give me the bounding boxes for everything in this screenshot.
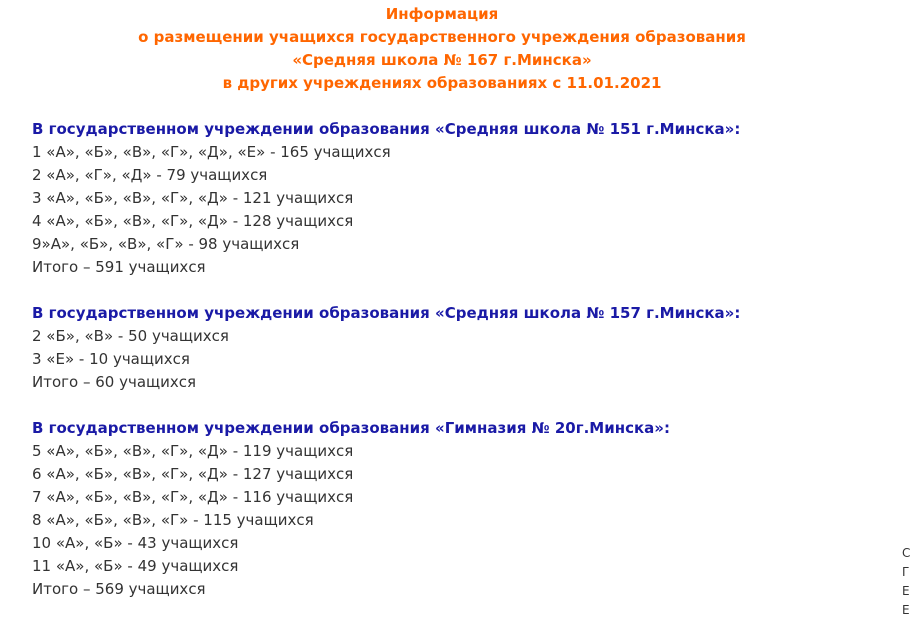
list-item: 7 «А», «Б», «В», «Г», «Д» - 116 учащихся	[32, 488, 354, 506]
total-line: Итого – 591 учащихся	[32, 258, 206, 276]
info-heading	[0, 3, 884, 95]
total-line: Итого – 60 учащихся	[32, 373, 197, 391]
list-item: 3 «Е» - 10 учащихся	[32, 350, 190, 368]
section-school-151	[32, 118, 882, 279]
edge-glyph: Е	[902, 603, 910, 617]
section-title: В государственном учреждении образования «Средняя школа № 151 г.Минска»:	[32, 120, 741, 138]
edge-glyph: Е	[902, 584, 910, 598]
edge-glyph: Г	[902, 565, 910, 579]
list-item: 9»А», «Б», «В», «Г» - 98 учащихся	[32, 235, 300, 253]
total-line: Итого – 569 учащихся	[32, 580, 206, 598]
heading-line-school: «Средняя школа № 167 г.Минска»	[292, 51, 592, 69]
heading-line-subject: о размещении учащихся государственного учреждения образования	[138, 28, 746, 46]
heading-line-date: в других учреждениях образованиях с 11.01.2021	[222, 74, 662, 92]
edge-glyph: С	[902, 546, 910, 560]
list-item: 3 «А», «Б», «В», «Г», «Д» - 121 учащихся	[32, 189, 354, 207]
section-title: В государственном учреждении образования «Средняя школа № 157 г.Минска»:	[32, 304, 741, 322]
list-item: 4 «А», «Б», «В», «Г», «Д» - 128 учащихся	[32, 212, 354, 230]
list-item: 5 «А», «Б», «В», «Г», «Д» - 119 учащихся	[32, 442, 354, 460]
list-item: 2 «А», «Г», «Д» - 79 учащихся	[32, 166, 268, 184]
list-item: 8 «А», «Б», «В», «Г» - 115 учащихся	[32, 511, 314, 529]
list-item: 6 «А», «Б», «В», «Г», «Д» - 127 учащихся	[32, 465, 354, 483]
section-gymnasium-20	[32, 417, 882, 601]
list-item: 1 «А», «Б», «В», «Г», «Д», «Е» - 165 учащихся	[32, 143, 391, 161]
list-item: 11 «А», «Б» - 49 учащихся	[32, 557, 239, 575]
section-title: В государственном учреждении образования «Гимназия № 20г.Минска»:	[32, 419, 670, 437]
heading-line-title: Информация	[385, 5, 499, 23]
section-school-157	[32, 302, 882, 394]
list-item: 10 «А», «Б» - 43 учащихся	[32, 534, 239, 552]
placement-content	[32, 118, 882, 624]
list-item: 2 «Б», «В» - 50 учащихся	[32, 327, 229, 345]
clipped-edge-text	[902, 544, 910, 620]
